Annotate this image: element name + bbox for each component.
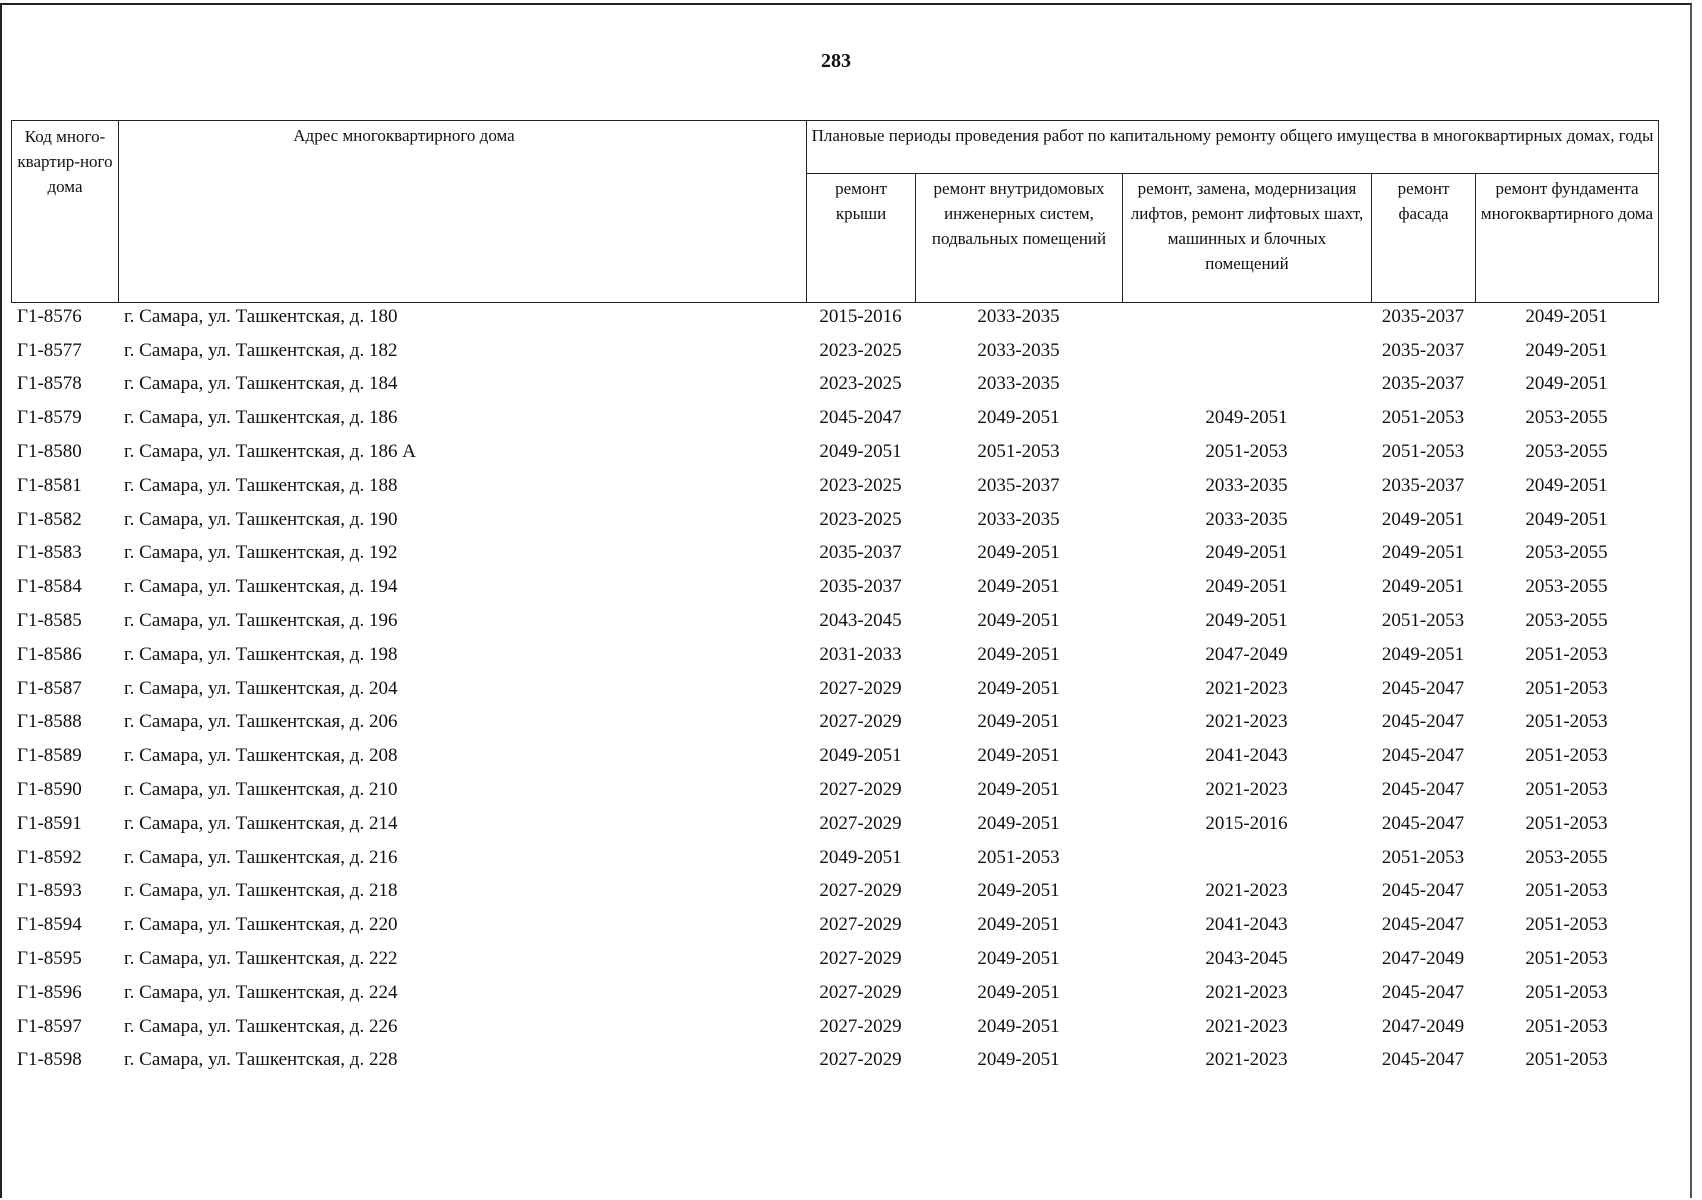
lifts-period: 2021-2023 (1205, 981, 1288, 1003)
roof-period: 2049-2051 (819, 745, 902, 767)
systems-period: 2049-2051 (977, 643, 1060, 665)
roof-period: 2035-2037 (819, 576, 902, 598)
systems-period: 2049-2051 (977, 779, 1060, 801)
foundation-period: 2049-2051 (1525, 508, 1608, 530)
house-code: Г1-8593 (17, 880, 82, 902)
house-address: г. Самара, ул. Ташкентская, д. 190 (124, 508, 398, 530)
house-address: г. Самара, ул. Ташкентская, д. 196 (124, 610, 398, 632)
systems-period: 2033-2035 (977, 305, 1060, 327)
roof-period: 2035-2037 (819, 542, 902, 564)
header-address: Адрес многоквартирного дома (119, 121, 807, 303)
roof-period: 2027-2029 (819, 981, 902, 1003)
foundation-period: 2053-2055 (1525, 542, 1608, 564)
table-row (11, 1010, 1658, 1044)
foundation-period: 2051-2053 (1525, 812, 1608, 834)
facade-period: 2035-2037 (1381, 305, 1465, 327)
lifts-period: 2021-2023 (1205, 711, 1288, 733)
systems-period: 2049-2051 (977, 880, 1060, 902)
lifts-period: 2021-2023 (1205, 677, 1288, 699)
table-row (11, 401, 1658, 435)
house-code: Г1-8578 (17, 373, 82, 395)
house-address: г. Самара, ул. Ташкентская, д. 224 (124, 981, 398, 1003)
house-address: г. Самара, ул. Ташкентская, д. 228 (124, 1049, 398, 1071)
roof-period: 2045-2047 (819, 407, 902, 429)
systems-period: 2035-2037 (977, 474, 1060, 496)
foundation-period: 2051-2053 (1525, 1015, 1608, 1037)
house-address: г. Самара, ул. Ташкентская, д. 198 (124, 643, 398, 665)
lifts-period: 2049-2051 (1205, 542, 1288, 564)
facade-period: 2045-2047 (1381, 711, 1465, 733)
systems-period: 2049-2051 (977, 407, 1060, 429)
systems-period: 2049-2051 (977, 610, 1060, 632)
roof-period: 2023-2025 (819, 508, 902, 530)
systems-period: 2049-2051 (977, 711, 1060, 733)
roof-period: 2023-2025 (819, 373, 902, 395)
house-address: г. Самара, ул. Ташкентская, д. 188 (124, 474, 398, 496)
lifts-period: 2049-2051 (1205, 610, 1288, 632)
roof-period: 2027-2029 (819, 1015, 902, 1037)
house-address: г. Самара, ул. Ташкентская, д. 216 (124, 846, 398, 868)
systems-period: 2049-2051 (977, 981, 1060, 1003)
house-code: Г1-8597 (17, 1015, 82, 1037)
roof-period: 2027-2029 (819, 914, 902, 936)
systems-period: 2051-2053 (977, 846, 1060, 868)
roof-period: 2027-2029 (819, 948, 902, 970)
systems-period: 2033-2035 (977, 373, 1060, 395)
systems-period: 2049-2051 (977, 745, 1060, 767)
house-address: г. Самара, ул. Ташкентская, д. 226 (124, 1015, 398, 1037)
systems-period: 2049-2051 (977, 1049, 1060, 1071)
lifts-period (1122, 334, 1371, 368)
table-row (11, 570, 1658, 604)
house-address: г. Самара, ул. Ташкентская, д. 182 (124, 339, 398, 361)
house-address: г. Самара, ул. Ташкентская, д. 186 А (124, 441, 416, 463)
foundation-period: 2049-2051 (1525, 339, 1608, 361)
facade-period: 2051-2053 (1381, 846, 1465, 868)
house-code: Г1-8577 (17, 339, 82, 361)
roof-period: 2049-2051 (819, 441, 902, 463)
facade-period: 2049-2051 (1381, 542, 1465, 564)
table-row (11, 537, 1658, 571)
house-code: Г1-8595 (17, 948, 82, 970)
house-address: г. Самара, ул. Ташкентская, д. 194 (124, 576, 398, 598)
lifts-period: 2043-2045 (1205, 948, 1288, 970)
foundation-period: 2051-2053 (1525, 880, 1608, 902)
systems-period: 2049-2051 (977, 812, 1060, 834)
roof-period: 2027-2029 (819, 812, 902, 834)
table-row (11, 672, 1658, 706)
table-row (11, 976, 1658, 1010)
house-code: Г1-8596 (17, 981, 82, 1003)
table-row (11, 908, 1658, 942)
header-roof: ремонт крыши (807, 174, 916, 303)
roof-period: 2027-2029 (819, 779, 902, 801)
roof-period: 2027-2029 (819, 677, 902, 699)
data-table (11, 300, 1658, 1077)
house-code: Г1-8598 (17, 1049, 82, 1071)
header-lifts: ремонт, замена, модернизация лифтов, ремонт лифтовых шахт, машинных и блочных помещений (1123, 174, 1372, 303)
foundation-period: 2051-2053 (1525, 745, 1608, 767)
lifts-period: 2051-2053 (1205, 441, 1288, 463)
roof-period: 2023-2025 (819, 339, 902, 361)
house-address: г. Самара, ул. Ташкентская, д. 210 (124, 779, 398, 801)
lifts-period: 2015-2016 (1205, 812, 1288, 834)
foundation-period: 2053-2055 (1525, 846, 1608, 868)
foundation-period: 2051-2053 (1525, 643, 1608, 665)
table-row (11, 638, 1658, 672)
roof-period: 2027-2029 (819, 1049, 902, 1071)
facade-period: 2045-2047 (1381, 745, 1465, 767)
table-row (11, 469, 1658, 503)
table-header (11, 120, 1659, 303)
facade-period: 2045-2047 (1381, 880, 1465, 902)
foundation-period: 2051-2053 (1525, 948, 1608, 970)
house-address: г. Самара, ул. Ташкентская, д. 184 (124, 373, 398, 395)
foundation-period: 2049-2051 (1525, 305, 1608, 327)
house-code: Г1-8589 (17, 745, 82, 767)
systems-period: 2049-2051 (977, 677, 1060, 699)
page-number: 283 (821, 50, 851, 72)
foundation-period: 2051-2053 (1525, 711, 1608, 733)
facade-period: 2045-2047 (1381, 914, 1465, 936)
systems-period: 2049-2051 (977, 576, 1060, 598)
lifts-period: 2041-2043 (1205, 914, 1288, 936)
facade-period: 2051-2053 (1381, 610, 1465, 632)
systems-period: 2051-2053 (977, 441, 1060, 463)
facade-period: 2051-2053 (1381, 407, 1465, 429)
facade-period: 2045-2047 (1381, 812, 1465, 834)
lifts-period: 2049-2051 (1205, 576, 1288, 598)
facade-period: 2045-2047 (1381, 981, 1465, 1003)
systems-period: 2049-2051 (977, 542, 1060, 564)
foundation-period: 2051-2053 (1525, 914, 1608, 936)
house-address: г. Самара, ул. Ташкентская, д. 180 (124, 305, 398, 327)
header-facade: ремонт фасада (1372, 174, 1476, 303)
house-address: г. Самара, ул. Ташкентская, д. 214 (124, 812, 398, 834)
table-row (11, 739, 1658, 773)
lifts-period: 2021-2023 (1205, 1049, 1288, 1071)
lifts-period: 2041-2043 (1205, 745, 1288, 767)
header-code: Код много-квартир-ного дома (12, 121, 119, 303)
table-row (11, 368, 1658, 402)
header-foundation: ремонт фундамента многоквартирного дома (1476, 174, 1659, 303)
facade-period: 2045-2047 (1381, 1049, 1465, 1071)
table-row (11, 334, 1658, 368)
lifts-period: 2047-2049 (1205, 643, 1288, 665)
lifts-period: 2021-2023 (1205, 779, 1288, 801)
house-code: Г1-8585 (17, 610, 82, 632)
house-address: г. Самара, ул. Ташкентская, д. 192 (124, 542, 398, 564)
house-address: г. Самара, ул. Ташкентская, д. 186 (124, 407, 398, 429)
table-row (11, 503, 1658, 537)
house-code: Г1-8591 (17, 812, 82, 834)
header-periods: Плановые периоды проведения работ по капитальному ремонту общего имущества в многоквартирных домах, годы (807, 121, 1659, 174)
table-row (11, 300, 1658, 334)
lifts-period (1122, 368, 1371, 402)
roof-period: 2027-2029 (819, 711, 902, 733)
house-code: Г1-8580 (17, 441, 82, 463)
table-row (11, 1044, 1658, 1078)
house-code: Г1-8592 (17, 846, 82, 868)
roof-period: 2031-2033 (819, 643, 902, 665)
house-code: Г1-8582 (17, 508, 82, 530)
roof-period: 2015-2016 (819, 305, 902, 327)
house-address: г. Самара, ул. Ташкентская, д. 206 (124, 711, 398, 733)
foundation-period: 2053-2055 (1525, 407, 1608, 429)
facade-period: 2051-2053 (1381, 441, 1465, 463)
roof-period: 2043-2045 (819, 610, 902, 632)
house-code: Г1-8584 (17, 576, 82, 598)
table-row (11, 435, 1658, 469)
lifts-period: 2033-2035 (1205, 474, 1288, 496)
table-body (11, 300, 1658, 1077)
house-code: Г1-8590 (17, 779, 82, 801)
lifts-period: 2021-2023 (1205, 1015, 1288, 1037)
facade-period: 2035-2037 (1381, 373, 1465, 395)
systems-period: 2033-2035 (977, 339, 1060, 361)
foundation-period: 2053-2055 (1525, 441, 1608, 463)
lifts-period: 2033-2035 (1205, 508, 1288, 530)
systems-period: 2049-2051 (977, 948, 1060, 970)
systems-period: 2049-2051 (977, 914, 1060, 936)
table-row (11, 706, 1658, 740)
house-address: г. Самара, ул. Ташкентская, д. 218 (124, 880, 398, 902)
facade-period: 2049-2051 (1381, 643, 1465, 665)
facade-period: 2049-2051 (1381, 576, 1465, 598)
facade-period: 2035-2037 (1381, 339, 1465, 361)
table-row (11, 604, 1658, 638)
house-code: Г1-8581 (17, 474, 82, 496)
lifts-period: 2049-2051 (1205, 407, 1288, 429)
house-code: Г1-8583 (17, 542, 82, 564)
foundation-period: 2053-2055 (1525, 576, 1608, 598)
foundation-period: 2051-2053 (1525, 677, 1608, 699)
house-address: г. Самара, ул. Ташкентская, д. 208 (124, 745, 398, 767)
facade-period: 2047-2049 (1381, 1015, 1465, 1037)
table-row (11, 875, 1658, 909)
house-address: г. Самара, ул. Ташкентская, д. 220 (124, 914, 398, 936)
house-code: Г1-8576 (17, 305, 82, 327)
table-row (11, 942, 1658, 976)
facade-period: 2045-2047 (1381, 779, 1465, 801)
house-code: Г1-8594 (17, 914, 82, 936)
table-row (11, 773, 1658, 807)
lifts-period (1122, 841, 1371, 875)
house-code: Г1-8588 (17, 711, 82, 733)
lifts-period (1122, 300, 1371, 334)
house-code: Г1-8579 (17, 407, 82, 429)
foundation-period: 2051-2053 (1525, 1049, 1608, 1071)
header-systems: ремонт внутридомовых инженерных систем, подвальных помещений (916, 174, 1123, 303)
house-code: Г1-8587 (17, 677, 82, 699)
foundation-period: 2053-2055 (1525, 610, 1608, 632)
facade-period: 2049-2051 (1381, 508, 1465, 530)
foundation-period: 2049-2051 (1525, 474, 1608, 496)
systems-period: 2049-2051 (977, 1015, 1060, 1037)
facade-period: 2045-2047 (1381, 677, 1465, 699)
facade-period: 2035-2037 (1381, 474, 1465, 496)
house-address: г. Самара, ул. Ташкентская, д. 204 (124, 677, 398, 699)
roof-period: 2049-2051 (819, 846, 902, 868)
lifts-period: 2021-2023 (1205, 880, 1288, 902)
roof-period: 2023-2025 (819, 474, 902, 496)
house-code: Г1-8586 (17, 643, 82, 665)
systems-period: 2033-2035 (977, 508, 1060, 530)
foundation-period: 2051-2053 (1525, 779, 1608, 801)
table-row (11, 807, 1658, 841)
roof-period: 2027-2029 (819, 880, 902, 902)
facade-period: 2047-2049 (1381, 948, 1465, 970)
house-address: г. Самара, ул. Ташкентская, д. 222 (124, 948, 398, 970)
foundation-period: 2049-2051 (1525, 373, 1608, 395)
table-row (11, 841, 1658, 875)
foundation-period: 2051-2053 (1525, 981, 1608, 1003)
